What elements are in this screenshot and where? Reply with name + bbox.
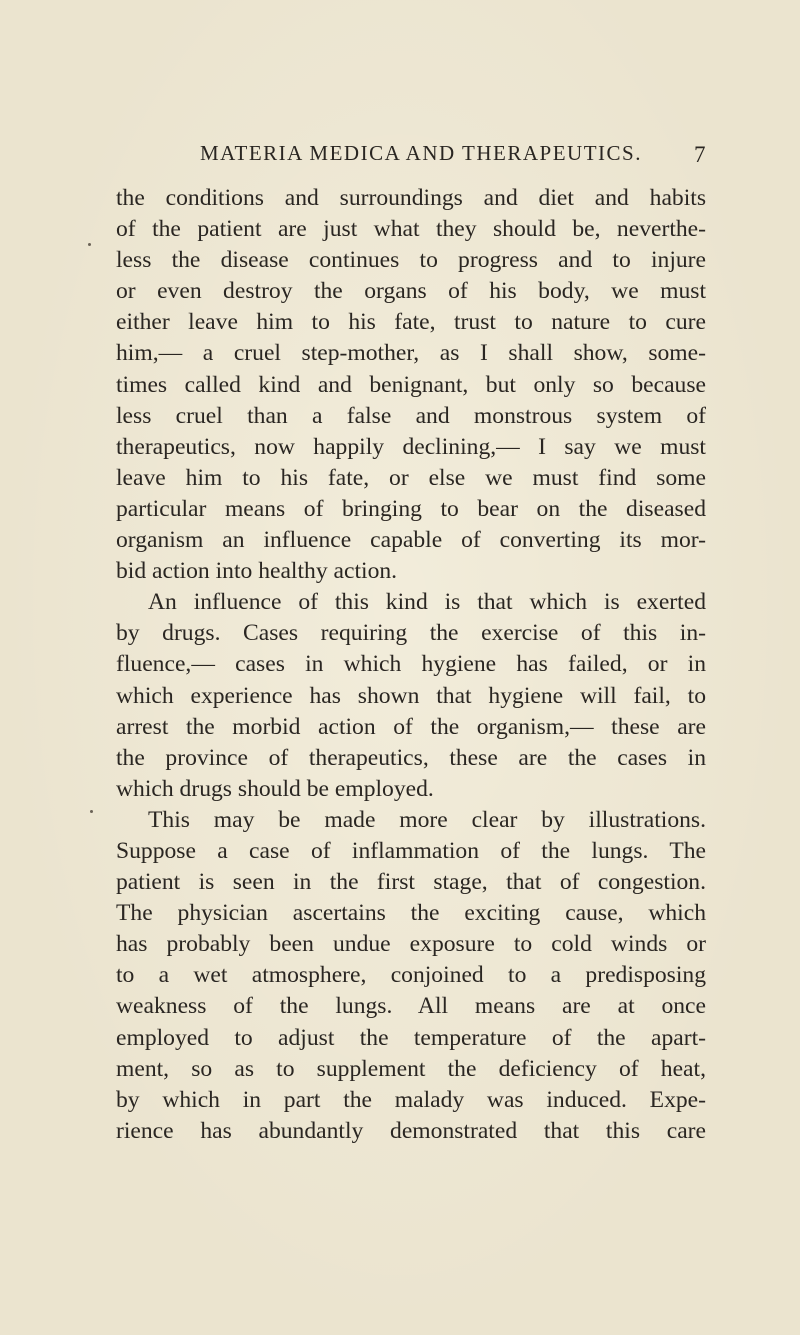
text-line: times called kind and benignant, but only so because (116, 371, 706, 398)
text-line: therapeutics, now happily declining,— I say we must (116, 433, 706, 460)
paper-speck (90, 810, 93, 813)
text-line: by drugs. Cases requiring the exercise of this in- (116, 620, 706, 647)
text-line: rience has abundantly demonstrated that this care (116, 1117, 706, 1144)
text-line: An influence of this kind is that which is exerted (148, 589, 706, 616)
text-line: the conditions and surroundings and diet and habits (116, 185, 706, 211)
text-line: by which in part the malady was induced. Expe- (116, 1086, 706, 1113)
text-line: or even destroy the organs of his body, we must (116, 278, 706, 305)
body-text (116, 183, 706, 1147)
text-line: arrest the morbid action of the organism,— these are (116, 713, 706, 740)
text-line: less cruel than a false and monstrous system of (116, 402, 706, 429)
text-line: patient is seen in the first stage, that of congestion. (116, 869, 706, 896)
text-line: leave him to his fate, or else we must find some (116, 464, 706, 491)
text-line: organism an influence capable of converting its mor- (116, 527, 706, 554)
text-line: the province of therapeutics, these are the cases in (116, 744, 706, 771)
text-line: Suppose a case of inflammation of the lungs. The (116, 837, 706, 864)
text-line: employed to adjust the temperature of the apart- (116, 1024, 706, 1051)
text-line: particular means of bringing to bear on the diseased (116, 495, 706, 522)
text-line: less the disease continues to progress and to injure (116, 247, 706, 274)
text-line: weakness of the lungs. All means are at once (116, 993, 706, 1020)
paper-speck (88, 243, 91, 246)
text-line: him,— a cruel step-mother, as I shall show, some- (116, 340, 706, 367)
text-line: ment, so as to supplement the deficiency of heat, (116, 1055, 706, 1082)
text-line: bid action into healthy action. (116, 558, 398, 585)
text-line: to a wet atmosphere, conjoined to a predisposing (116, 962, 706, 989)
text-line: which drugs should be employed. (116, 775, 434, 802)
text-line: The physician ascertains the exciting cause, which (116, 900, 706, 927)
text-line: fluence,— cases in which hygiene has failed, or in (116, 651, 706, 678)
page-number: 7 (694, 142, 706, 167)
text-line: has probably been undue exposure to cold winds or (116, 931, 706, 958)
text-line: This may be made more clear by illustrations. (148, 806, 706, 833)
running-title: MATERIA MEDICA AND THERAPEUTICS. (200, 141, 642, 165)
text-line: either leave him to his fate, trust to nature to cure (116, 309, 706, 336)
running-head (0, 138, 800, 168)
text-line: of the patient are just what they should be, neverthe- (116, 216, 706, 243)
text-line: which experience has shown that hygiene will fail, to (116, 682, 706, 709)
